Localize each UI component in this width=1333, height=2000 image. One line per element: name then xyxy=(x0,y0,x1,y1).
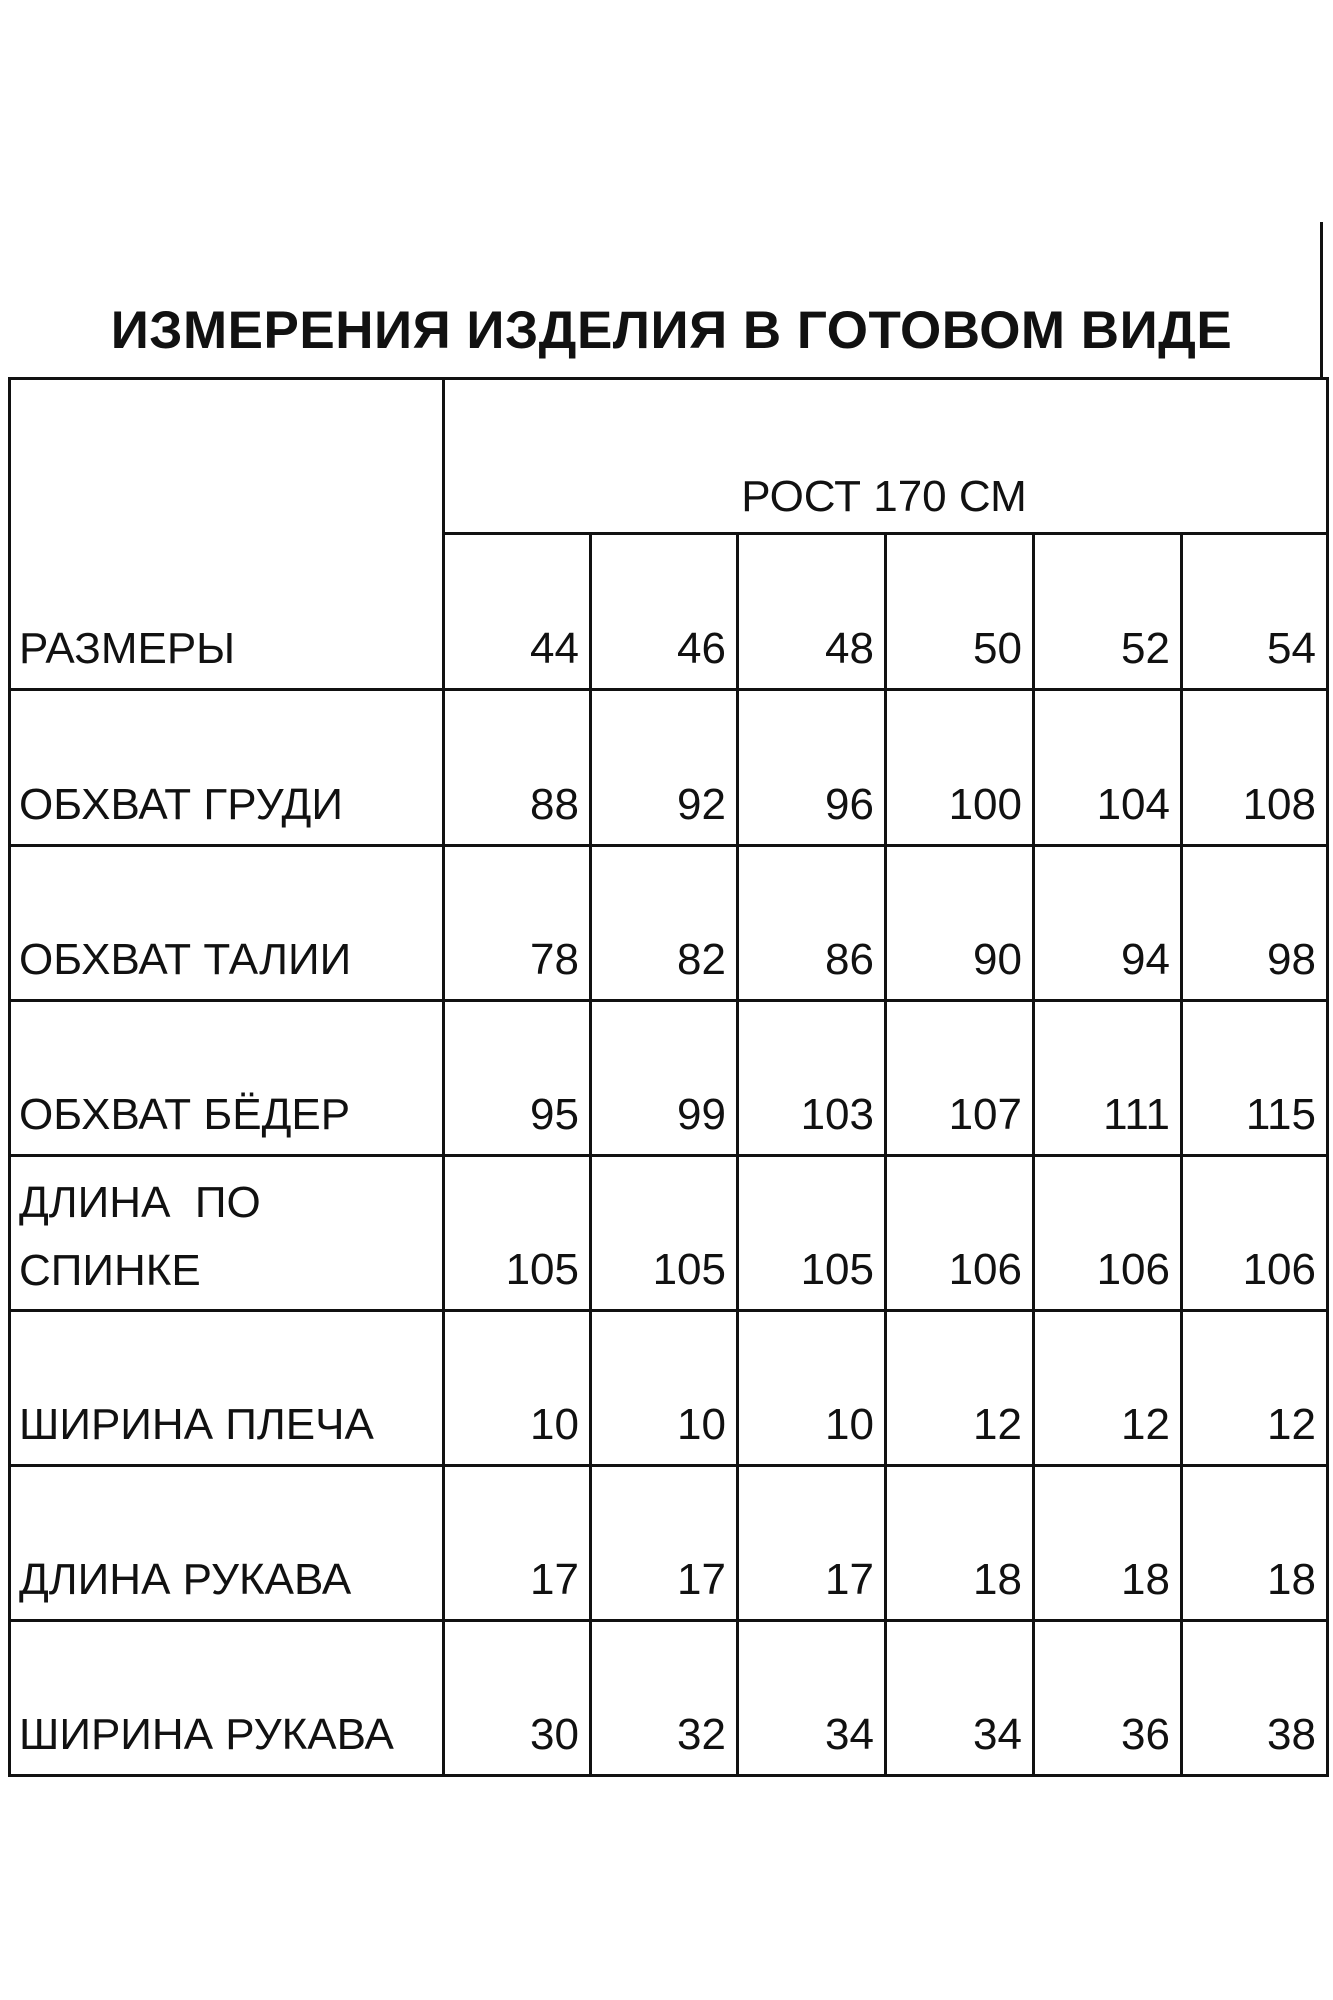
row-value: 103 xyxy=(800,1090,874,1139)
row-divider xyxy=(8,999,1328,1002)
row-value: 10 xyxy=(825,1400,874,1449)
row-divider xyxy=(8,1619,1328,1622)
row-value: 78 xyxy=(530,935,579,984)
row-label: ШИРИНА ПЛЕЧА xyxy=(19,1400,374,1449)
row-value: 82 xyxy=(677,935,726,984)
table-title: ИЗМЕРЕНИЯ ИЗДЕЛИЯ В ГОТОВОМ ВИДЕ xyxy=(110,301,1233,360)
row-value: 18 xyxy=(1267,1555,1316,1604)
row-value: 18 xyxy=(973,1555,1022,1604)
row-value: 17 xyxy=(530,1555,579,1604)
row-divider xyxy=(8,688,1328,691)
row-value: 105 xyxy=(800,1245,874,1294)
row-value: 115 xyxy=(1245,1090,1316,1139)
row-value: 18 xyxy=(1121,1555,1170,1604)
row-value: 98 xyxy=(1267,935,1316,984)
row-value: 86 xyxy=(825,935,874,984)
row-value: 30 xyxy=(530,1710,579,1759)
row-value: 88 xyxy=(530,780,579,829)
size-value: 54 xyxy=(1267,624,1316,673)
row-label: ОБХВАТ БЁДЕР xyxy=(19,1090,351,1139)
row-value: 10 xyxy=(677,1400,726,1449)
row-label: ШИРИНА РУКАВА xyxy=(19,1710,394,1759)
row-value: 105 xyxy=(652,1245,726,1294)
row-value: 106 xyxy=(948,1245,1022,1294)
row-value: 105 xyxy=(505,1245,579,1294)
table-right-border xyxy=(1326,377,1329,1777)
row-value: 36 xyxy=(1121,1710,1170,1759)
row-divider xyxy=(8,844,1328,847)
row-value: 100 xyxy=(948,780,1022,829)
size-value: 44 xyxy=(530,624,579,673)
row-value: 17 xyxy=(825,1555,874,1604)
row-label: ДЛИНА РУКАВА xyxy=(19,1555,352,1604)
row-value: 108 xyxy=(1242,780,1316,829)
sizes-label: РАЗМЕРЫ xyxy=(19,624,236,673)
row-value: 92 xyxy=(677,780,726,829)
size-value: 48 xyxy=(825,624,874,673)
page-edge-line xyxy=(1320,222,1323,377)
size-value: 52 xyxy=(1121,624,1170,673)
row-value: 111 xyxy=(1103,1090,1170,1139)
row-label: ДЛИНА ПО СПИНКЕ xyxy=(19,1178,273,1295)
row-value: 12 xyxy=(973,1400,1022,1449)
row-value: 12 xyxy=(1121,1400,1170,1449)
row-value: 95 xyxy=(530,1090,579,1139)
row-value: 34 xyxy=(973,1710,1022,1759)
height-header: РОСТ 170 СМ xyxy=(741,472,1027,521)
row-label: ОБХВАТ ГРУДИ xyxy=(19,780,343,829)
row-divider xyxy=(8,1774,1328,1777)
row-value: 106 xyxy=(1096,1245,1170,1294)
table-top-border xyxy=(8,377,1328,380)
row-value: 34 xyxy=(825,1710,874,1759)
row-divider xyxy=(8,1309,1328,1312)
size-value: 46 xyxy=(677,624,726,673)
row-divider xyxy=(8,1154,1328,1157)
row-value: 32 xyxy=(677,1710,726,1759)
row-value: 96 xyxy=(825,780,874,829)
row-value: 106 xyxy=(1242,1245,1316,1294)
row-value: 12 xyxy=(1267,1400,1316,1449)
row-value: 90 xyxy=(973,935,1022,984)
row-value: 10 xyxy=(530,1400,579,1449)
row-value: 38 xyxy=(1267,1710,1316,1759)
row-value: 107 xyxy=(948,1090,1022,1139)
size-value: 50 xyxy=(973,624,1022,673)
row-value: 17 xyxy=(677,1555,726,1604)
row-value: 104 xyxy=(1096,780,1170,829)
row-label: ОБХВАТ ТАЛИИ xyxy=(19,935,352,984)
row-divider xyxy=(8,1464,1328,1467)
row-value: 99 xyxy=(677,1090,726,1139)
row-value: 94 xyxy=(1121,935,1170,984)
